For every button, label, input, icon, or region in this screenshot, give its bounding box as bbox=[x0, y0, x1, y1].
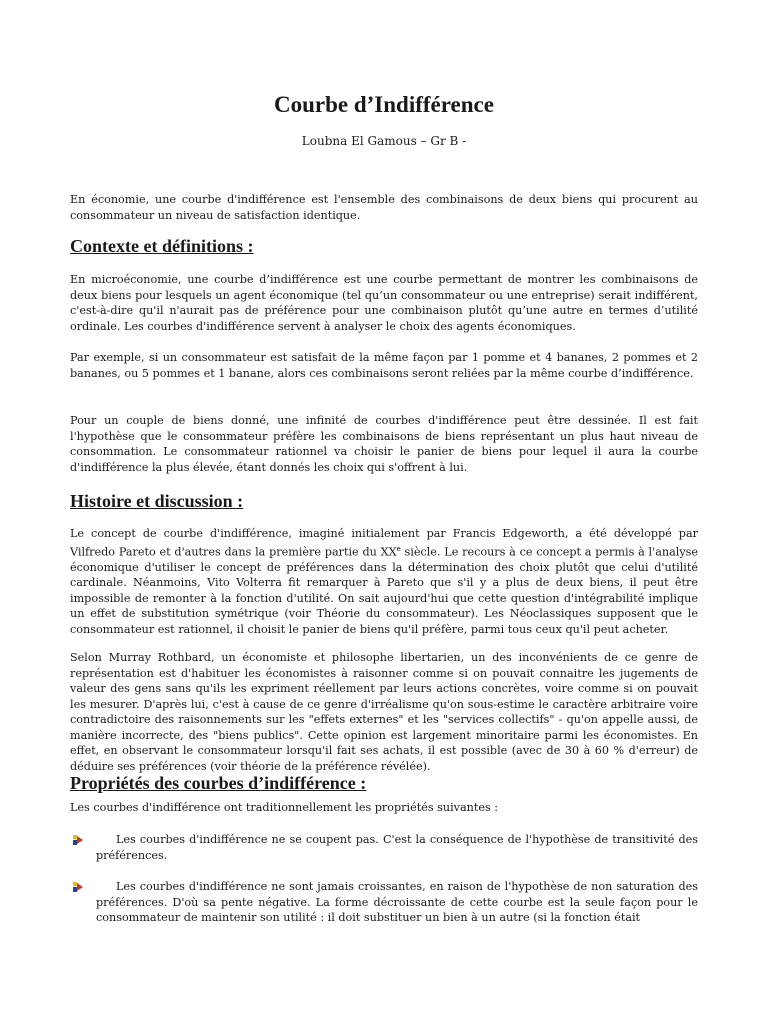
paragraph-part: Le concept de courbe d'indifférence, imaginé initialement par Francis Edgeworth, a été développé par Vilfredo Pareto et d'autres dans la première partie du bbox=[70, 527, 698, 559]
paragraph: Par exemple, si un consommateur est satisfait de la même façon par 1 pomme et 4 bananes, 2 pommes et 2 bananes, ou 5 pommes et 1 banane, alors ces combinaisons seront reliées par la même courbe d’indifférence. bbox=[70, 351, 698, 380]
paragraph-part: siècle. Le recours à ce concept a permis à l'analyse économique d'utiliser le concept de préférences dans la détermination des choix plutôt que celui d'utilité cardinale. Néanmoins, Vito Volterra fit remarquer à Pareto que s'il y a plus de deux biens, il peut être impossible de remonter à la fonction d'utilité. On sait aujourd'hui que cette question d'intégrabilité implique un effet de substitution symétrique (voir Théorie du consommateur). Les Néoclassiques supposent que le consommateur est rationnel, il choisit le panier de biens qu'il préfère, parmi tous ceux qu'il peut acheter. bbox=[70, 545, 699, 636]
list-item-text: Les courbes d'indifférence ne sont jamais croissantes, en raison de l'hypothèse de non saturation des préférences. D'où sa pente négative. La forme décroissante de cette courbe est la seule façon pour le consommateur de maintenir son utilité : il doit substituer un bien à un autre (si la fonction était bbox=[96, 880, 698, 924]
section-heading-histoire: Histoire et discussion : bbox=[70, 491, 244, 511]
paragraph: Pour un couple de biens donné, une infinité de courbes d'indifférence peut être dessinée. Il est fait l'hypothèse que le consommateur préfère les combinaisons de biens représentant un plus haut niveau de consommation. Le consommateur rationnel va choisir le panier de biens pour lequel il aura la courbe d'indifférence la plus élevée, étant donnés les choix qui s'offrent à lui. bbox=[70, 414, 698, 474]
arrow-bullet-icon bbox=[70, 881, 84, 893]
paragraph: Selon Murray Rothbard, un économiste et philosophe libertarien, un des inconvénients de ce genre de représentation est d'habituer les économistes à raisonner comme si on pouvait connaitre les jugements de valeur des gens sans qu'ils les expriment réellement par leurs actions concrètes, voire comme si on pouvait les mesurer. D'après lui, c'est à cause de ce genre d'irréalisme qu'on sous-estime le caractère arbitraire voire contradictoire des raisonnements sur les "effets externes" et les "services collectifs" - qu'on appelle aussi, de manière incorrecte, des "biens publics". Cette opinion est largement minoritaire parmi les économistes. En effet, en observant le consommateur lorsqu'il fait ses achats, il est possible (avec de 30 à 60 % d'erreur) de déduire ses préférences (voir théorie de la préférence révélée). bbox=[70, 651, 698, 773]
paragraph: Les courbes d'indifférence ont traditionnellement les propriétés suivantes : bbox=[70, 801, 499, 814]
paragraph: En microéconomie, une courbe d’indifférence est une courbe permettant de montrer les combinaisons de deux biens pour lesquels un agent économique (tel qu’un consommateur ou une entreprise) serait indifférent, c'est-à-dire qu'il n'aurait pas de préférence pour une combinaison plutôt qu’une autre en termes d’utilité ordinale. Les courbes d'indifférence servent à analyser le choix des agents économiques. bbox=[70, 273, 698, 333]
century-text: XX bbox=[380, 545, 397, 559]
list-item bbox=[70, 832, 698, 863]
paragraph bbox=[70, 526, 698, 637]
century-superscript: e bbox=[396, 544, 401, 553]
document-title: Courbe d’Indifférence bbox=[274, 92, 494, 117]
list-item-text: Les courbes d'indifférence ne se coupent pas. C'est la conséquence de l'hypothèse de transitivité des préférences. bbox=[96, 833, 698, 862]
section-heading-contexte: Contexte et définitions : bbox=[70, 236, 254, 256]
list-item bbox=[70, 879, 698, 926]
section-heading-proprietes: Propriétés des courbes d’indifférence : bbox=[70, 773, 367, 793]
arrow-bullet-icon bbox=[70, 834, 84, 846]
document-author: Loubna El Gamous – Gr B - bbox=[301, 134, 467, 148]
intro-paragraph: En économie, une courbe d'indifférence est l'ensemble des combinaisons de deux biens qui procurent au consommateur un niveau de satisfaction identique. bbox=[70, 193, 698, 222]
